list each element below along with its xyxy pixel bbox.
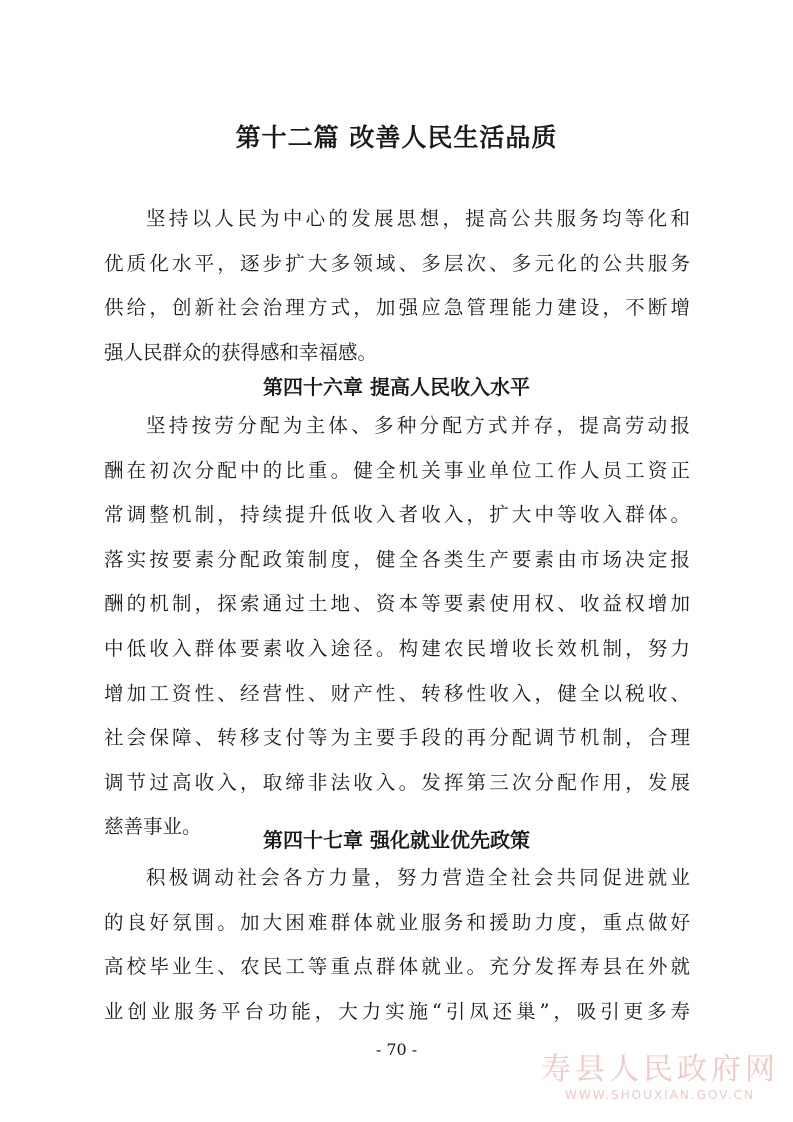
watermark (535, 1052, 785, 1102)
chapter-47-paragraph (104, 856, 690, 1034)
text-line: 供给，创新社会治理方式，加强应急管理能力建设，不断增 (104, 296, 690, 320)
text-line: 坚持按劳分配为主体、多种分配方式并存，提高劳动报 (146, 414, 690, 437)
text-line: 增加工资性、经营性、财产性、转移性收入，健全以税收、 (104, 681, 690, 705)
chapter-46-paragraph (104, 404, 690, 850)
text-line: 常调整机制，持续提升低收入者收入，扩大中等收入群体。 (104, 503, 690, 527)
page-number: - 70 - (375, 1040, 418, 1059)
watermark-url: WWW.SHOUXIAN.GOV.CN (564, 1088, 756, 1102)
text-line: 社会保障、转移支付等为主要手段的再分配调节机制，合理 (104, 726, 690, 750)
text-line: 酬的机制，探索通过土地、资本等要素使用权、收益权增加 (104, 592, 690, 616)
text-line: 酬在初次分配中的比重。健全机关事业单位工作人员工资正 (104, 458, 690, 482)
text-line: 坚持以人民为中心的发展思想，提高公共服务均等化和 (146, 207, 690, 230)
text-line: 高校毕业生、农民工等重点群体就业。充分发挥寿县在外就 (104, 955, 690, 979)
text-line: 慈善事业。 (104, 815, 202, 839)
page-title: 第十二篇 改善人民生活品质 (235, 123, 558, 152)
text-line: 中低收入群体要素收入途径。构建农民增收长效机制，努力 (104, 636, 690, 660)
intro-paragraph (104, 197, 690, 375)
text-line: 积极调动社会各方力量，努力营造全社会共同促进就业 (146, 866, 690, 889)
text-line: 强人民群众的获得感和幸福感。 (104, 340, 378, 364)
chapter-47-heading: 第四十七章 强化就业优先政策 (263, 828, 530, 852)
chapter-46-heading: 第四十六章 提高人民收入水平 (263, 375, 530, 399)
text-line: 调节过高收入，取缔非法收入。发挥第三次分配作用，发展 (104, 770, 690, 794)
text-line: 业创业服务平台功能，大力实施“引凤还巢”，吸引更多寿 (104, 999, 690, 1023)
watermark-chinese: 寿县人民政府网 (541, 1052, 779, 1087)
text-line: 优质化水平，逐步扩大多领域、多层次、多元化的公共服务 (104, 251, 690, 275)
text-line: 的良好氛围。加大困难群体就业服务和援助力度，重点做好 (104, 910, 690, 934)
text-line: 落实按要素分配政策制度，健全各类生产要素由市场决定报 (104, 547, 690, 571)
